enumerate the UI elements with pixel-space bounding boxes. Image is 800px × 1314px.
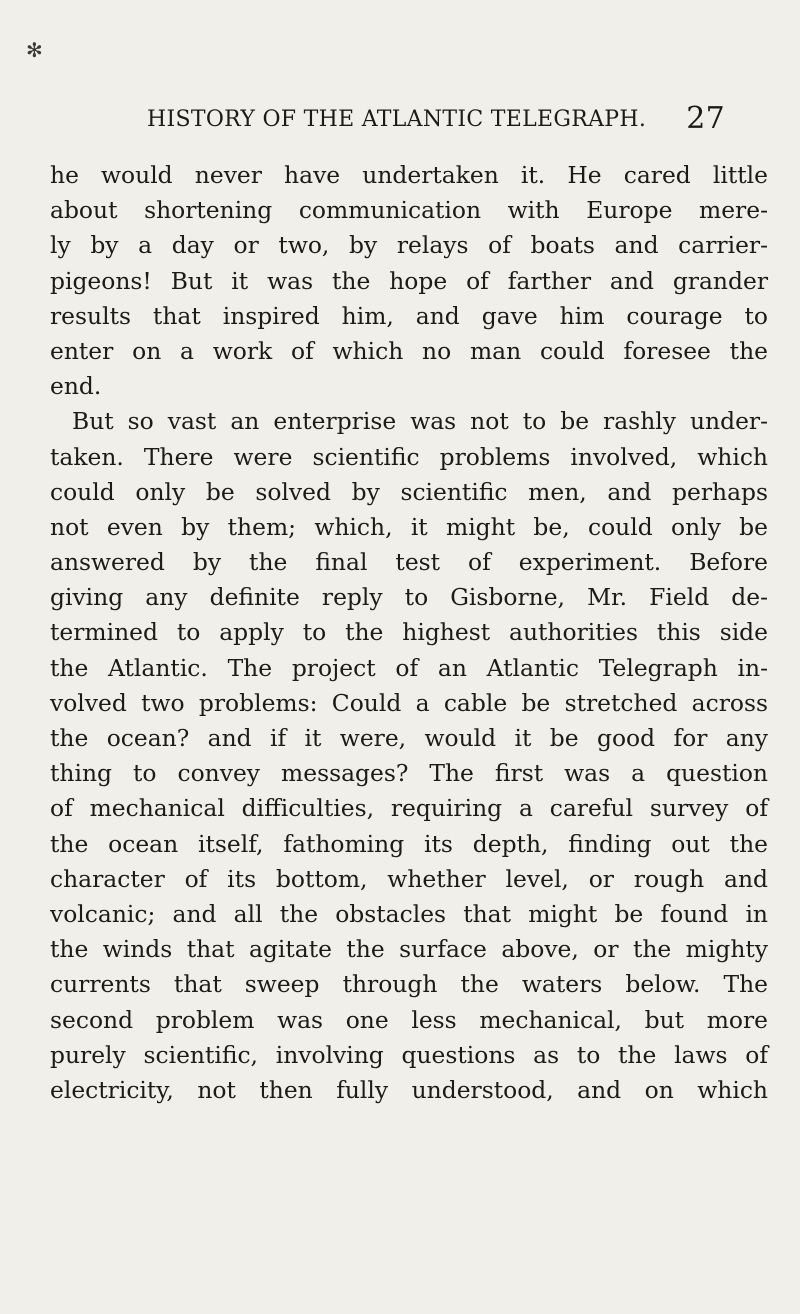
text-line: he would never have undertaken it. He cared little [50,161,768,189]
text-line: the ocean? and if it were, would it be good for any [50,724,768,752]
text-line: answered by the final test of experiment. Before [50,548,768,577]
text-line: termined to apply to the highest authorities this side [50,618,768,647]
text-line: But so vast an enterprise was not to be rashly under- [72,407,768,436]
text-line: taken. There were scientific problems involved, which [50,442,768,471]
printer-ornament-mark: ✻ [26,38,43,62]
text-line: second problem was one less mechanical, but more [50,1005,768,1034]
text-line: character of its bottom, whether level, or rough and [50,864,768,893]
text-line: enter on a work of which no man could foresee the [50,336,768,365]
text-line: volcanic; and all the obstacles that might be found in [50,899,768,928]
text-line: not even by them; which, it might be, could only be [50,512,768,541]
text-line: the Atlantic. The project of an Atlantic Telegraph in- [50,653,768,682]
text-line: the ocean itself, fathoming its depth, finding out the [50,829,768,858]
text-line: currents that sweep through the waters below. The [50,970,768,999]
text-line: about shortening communication with Europe mere- [50,196,768,225]
page-number: 27 [686,101,725,136]
text-line: of mechanical difficulties, requiring a careful survey of [50,794,768,823]
running-title: HISTORY OF THE ATLANTIC TELEGRAPH. [147,107,647,132]
text-line: thing to convey messages? The first was a question [50,759,768,788]
page-header [147,101,725,137]
text-line: pigeons! But it was the hope of farther and grander [50,266,768,295]
text-line: ly by a day or two, by relays of boats and carrier- [50,231,768,260]
text-line: volved two problems: Could a cable be stretched across [50,688,768,717]
text-line: giving any definite reply to Gisborne, Mr. Field de- [50,583,768,612]
text-line: purely scientific, involving questions as to the laws of [50,1040,768,1069]
text-line: the winds that agitate the surface above, or the mighty [50,935,768,964]
text-line: electricity, not then fully understood, and on which [50,1075,768,1104]
text-line: could only be solved by scientific men, and perhaps [50,477,768,506]
body-text [50,158,768,1108]
text-line: end. [50,372,102,401]
text-line: results that inspired him, and gave him courage to [50,301,768,330]
